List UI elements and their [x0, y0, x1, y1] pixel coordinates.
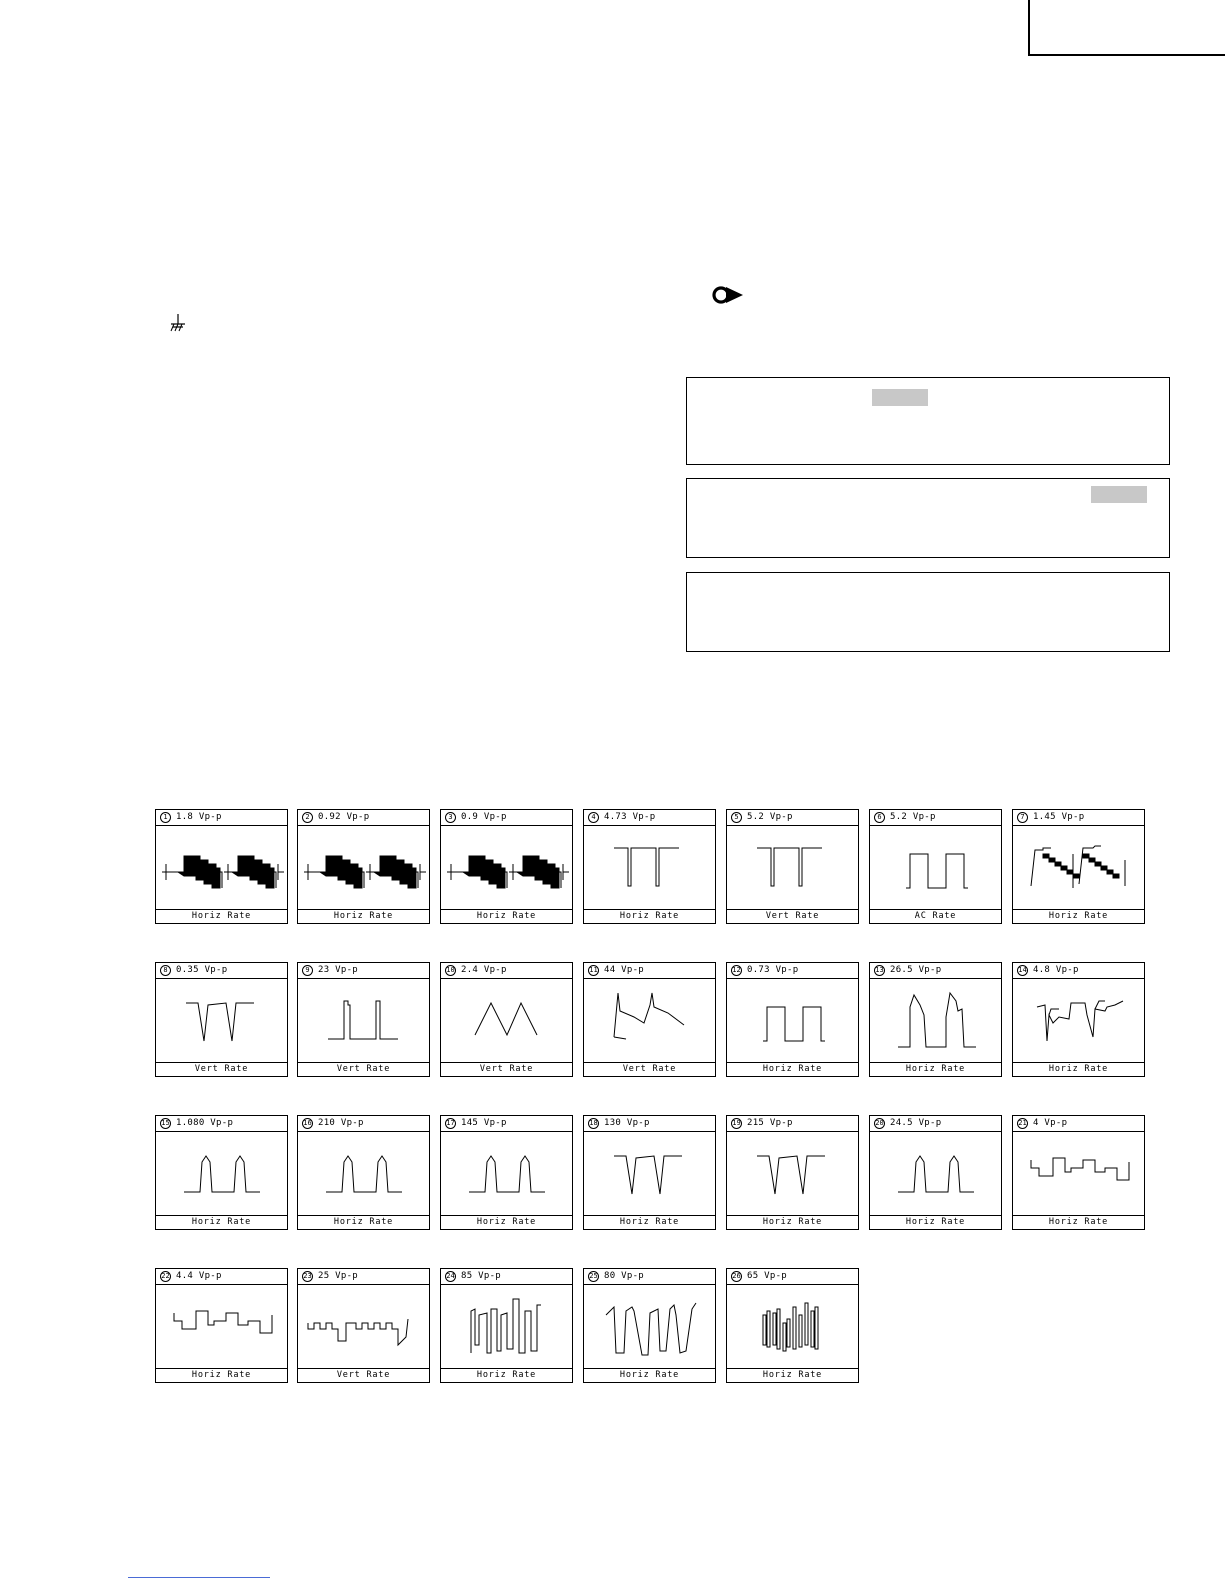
waveform-trace-segment [1095, 862, 1101, 866]
waveform-panel-12 [726, 962, 859, 1077]
waveform-number: 3 [445, 812, 456, 823]
waveform-header [584, 810, 715, 826]
waveform-header [298, 810, 429, 826]
waveform-amplitude: 145 Vp-p [461, 1118, 507, 1128]
waveform-trace-square [870, 826, 1001, 909]
waveform-amplitude: 1.8 Vp-p [176, 812, 222, 822]
waveform-trace-segment [763, 1007, 825, 1041]
waveform-panel-20 [869, 1115, 1002, 1230]
note-highlight [872, 389, 928, 406]
waveform-panel-14 [1012, 962, 1145, 1077]
waveform-trace-positive-peak [870, 1132, 1001, 1215]
waveform-panel-4 [583, 809, 716, 924]
waveform-trace-segment [471, 1299, 541, 1353]
waveform-panel-23 [297, 1268, 430, 1383]
waveform-panel-3 [440, 809, 573, 924]
waveform-trace-dense-bars [441, 1285, 572, 1368]
waveform-trace-stair-ramp [1013, 826, 1144, 909]
waveform-trace-staircase-burst [298, 826, 429, 909]
waveform-trace-segment [898, 1156, 974, 1192]
page-corner-box [1028, 0, 1225, 56]
ground-symbol-icon [168, 314, 188, 334]
waveform-number: 20 [875, 1118, 884, 1127]
waveform-trace-segment [1101, 866, 1107, 870]
waveform-trace-segment [463, 856, 505, 888]
waveform-rate: Horiz Rate [727, 1062, 858, 1076]
waveform-panel-13 [869, 962, 1002, 1077]
probe-pointer-icon [712, 284, 748, 306]
waveform-trace-segment [1049, 1009, 1059, 1015]
waveform-number: 26 [732, 1271, 741, 1280]
waveform-amplitude: 1.45 Vp-p [1033, 812, 1085, 822]
waveform-number: 15 [161, 1118, 170, 1127]
waveform-number: 4 [588, 812, 599, 823]
waveform-trace-staircase-burst [156, 826, 287, 909]
waveform-number: 13 [875, 965, 884, 974]
waveform-number: 10 [446, 965, 455, 974]
waveform-rate: Vert Rate [298, 1368, 429, 1382]
waveform-rate: Horiz Rate [584, 909, 715, 923]
waveform-number: 18 [589, 1118, 598, 1127]
waveform-panel-18 [583, 1115, 716, 1230]
waveform-trace-segment [186, 1003, 254, 1041]
waveform-trace-positive-peak [441, 1132, 572, 1215]
waveform-amplitude: 0.9 Vp-p [461, 812, 507, 822]
waveform-trace-segment [1073, 874, 1079, 878]
waveform-amplitude: 85 Vp-p [461, 1271, 502, 1281]
waveform-trace-segment [1113, 874, 1119, 878]
waveform-trace-segment [374, 856, 416, 888]
waveform-amplitude: 0.73 Vp-p [747, 965, 799, 975]
waveform-trace-segment [1067, 870, 1073, 874]
waveform-amplitude: 4.8 Vp-p [1033, 965, 1079, 975]
waveform-trace-segment [517, 856, 559, 888]
waveform-rate: Horiz Rate [298, 909, 429, 923]
waveform-trace-segment [614, 1156, 682, 1194]
waveform-trace-segment [793, 1307, 796, 1349]
waveform-number: 8 [160, 965, 171, 976]
waveform-trace-segment [320, 856, 362, 888]
waveform-trace-segment [1055, 862, 1061, 866]
waveform-number: 6 [874, 812, 885, 823]
waveform-number: 17 [446, 1118, 455, 1127]
waveform-panel-1 [155, 809, 288, 924]
waveform-trace-noisy-spike [1013, 979, 1144, 1062]
waveform-rate: Horiz Rate [584, 1368, 715, 1382]
waveform-header [298, 1269, 429, 1285]
waveform-amplitude: 4 Vp-p [1033, 1118, 1068, 1128]
waveform-header [727, 963, 858, 979]
waveform-number: 14 [1018, 965, 1027, 974]
waveform-trace-sawtooth [584, 979, 715, 1062]
waveform-header [727, 1116, 858, 1132]
waveform-amplitude: 4.73 Vp-p [604, 812, 656, 822]
waveform-header [727, 1269, 858, 1285]
waveform-trace-bar-cluster [727, 1285, 858, 1368]
waveform-header [1013, 1116, 1144, 1132]
waveform-trace-segment [777, 1309, 780, 1349]
waveform-number: 22 [161, 1271, 170, 1280]
waveform-header [441, 1116, 572, 1132]
waveform-rate: Horiz Rate [870, 1062, 1001, 1076]
waveform-number: 5 [731, 812, 742, 823]
waveform-amplitude: 0.92 Vp-p [318, 812, 370, 822]
waveform-header [298, 963, 429, 979]
waveform-trace-segment [1061, 866, 1067, 870]
waveform-amplitude: 5.2 Vp-p [890, 812, 936, 822]
waveform-trace-staircase-burst [441, 826, 572, 909]
waveform-trace-segment [475, 1003, 537, 1035]
waveform-trace-segment [1089, 858, 1095, 862]
waveform-panel-25 [583, 1268, 716, 1383]
waveform-panel-22 [155, 1268, 288, 1383]
waveform-header [156, 1269, 287, 1285]
waveform-header [441, 810, 572, 826]
waveform-trace-segment [757, 1156, 825, 1194]
waveform-amplitude: 215 Vp-p [747, 1118, 793, 1128]
waveform-amplitude: 26.5 Vp-p [890, 965, 942, 975]
waveform-amplitude: 44 Vp-p [604, 965, 645, 975]
waveform-panel-10 [440, 962, 573, 1077]
waveform-trace-segment [787, 1319, 790, 1347]
waveform-trace-multi-step [156, 1285, 287, 1368]
waveform-rate: Horiz Rate [727, 1368, 858, 1382]
waveform-header [298, 1116, 429, 1132]
waveform-panel-24 [440, 1268, 573, 1383]
waveform-amplitude: 80 Vp-p [604, 1271, 645, 1281]
waveform-header [870, 1116, 1001, 1132]
waveform-panel-5 [726, 809, 859, 924]
waveform-header [156, 810, 287, 826]
waveform-trace-segment [757, 848, 822, 886]
waveform-trace-slant-pulses [584, 1285, 715, 1368]
waveform-panel-21 [1012, 1115, 1145, 1230]
waveform-trace-segment [174, 1311, 272, 1333]
waveform-trace-segment [232, 856, 274, 888]
waveform-header [584, 1116, 715, 1132]
waveform-trace-segment [326, 1156, 402, 1192]
note-box-2 [686, 478, 1170, 558]
waveform-header [441, 963, 572, 979]
waveform-trace-positive-peak [298, 1132, 429, 1215]
waveform-trace-multi-step [1013, 1132, 1144, 1215]
waveform-number: 1 [160, 812, 171, 823]
waveform-trace-segment [1043, 854, 1049, 858]
waveform-header [1013, 810, 1144, 826]
waveform-panel-19 [726, 1115, 859, 1230]
waveform-amplitude: 4.4 Vp-p [176, 1271, 222, 1281]
waveform-rate: Horiz Rate [441, 1215, 572, 1229]
waveform-header [870, 810, 1001, 826]
note-box-1 [686, 377, 1170, 465]
waveform-trace-segment [1037, 1001, 1123, 1041]
waveform-trace-segment [1095, 1001, 1105, 1009]
waveform-amplitude: 65 Vp-p [747, 1271, 788, 1281]
waveform-panel-16 [297, 1115, 430, 1230]
waveform-rate: Horiz Rate [441, 1368, 572, 1382]
waveform-panel-9 [297, 962, 430, 1077]
waveform-trace-segment [815, 1307, 818, 1349]
waveform-rate: Horiz Rate [156, 909, 287, 923]
waveform-trace-negative-spike [584, 1132, 715, 1215]
waveform-amplitude: 130 Vp-p [604, 1118, 650, 1128]
note-highlight [1091, 486, 1147, 503]
note-box-3 [686, 572, 1170, 652]
waveform-trace-segment [805, 1303, 808, 1345]
waveform-trace-segment [811, 1311, 814, 1347]
waveform-trace-segment [799, 1315, 802, 1347]
waveform-trace-segment [178, 856, 220, 888]
waveform-number: 19 [732, 1118, 741, 1127]
waveform-rate: Vert Rate [584, 1062, 715, 1076]
waveform-trace-segment [184, 1156, 260, 1192]
waveform-amplitude: 24.5 Vp-p [890, 1118, 942, 1128]
waveform-trace-negative-spike [727, 1132, 858, 1215]
waveform-rate: Vert Rate [441, 1062, 572, 1076]
waveform-trace-pulse-train [298, 1285, 429, 1368]
waveform-header [156, 963, 287, 979]
waveform-trace-segment [614, 848, 679, 886]
waveform-panel-17 [440, 1115, 573, 1230]
waveform-amplitude: 2.4 Vp-p [461, 965, 507, 975]
waveform-header [584, 1269, 715, 1285]
waveform-trace-positive-peak [156, 1132, 287, 1215]
waveform-number: 9 [302, 965, 313, 976]
waveform-trace-segment [763, 1315, 766, 1345]
waveform-trace-segment [1083, 854, 1089, 858]
waveform-rate: Horiz Rate [441, 909, 572, 923]
waveform-rate: Vert Rate [298, 1062, 429, 1076]
waveform-rate: Horiz Rate [1013, 909, 1144, 923]
waveform-amplitude: 23 Vp-p [318, 965, 359, 975]
waveform-rate: Horiz Rate [870, 1215, 1001, 1229]
waveform-header [441, 1269, 572, 1285]
waveform-rate: Horiz Rate [298, 1215, 429, 1229]
waveform-trace-square [727, 979, 858, 1062]
waveform-panel-7 [1012, 809, 1145, 924]
waveform-amplitude: 5.2 Vp-p [747, 812, 793, 822]
waveform-trace-flyback [870, 979, 1001, 1062]
waveform-amplitude: 25 Vp-p [318, 1271, 359, 1281]
waveform-header [156, 1116, 287, 1132]
waveform-number: 2 [302, 812, 313, 823]
waveform-trace-positive-pulse [298, 979, 429, 1062]
waveform-rate: Horiz Rate [156, 1368, 287, 1382]
waveform-trace-segment [606, 1303, 696, 1355]
waveform-rate: Horiz Rate [156, 1215, 287, 1229]
waveform-rate: Horiz Rate [1013, 1062, 1144, 1076]
waveform-header [584, 963, 715, 979]
waveform-panel-15 [155, 1115, 288, 1230]
waveform-panel-8 [155, 962, 288, 1077]
waveform-panel-2 [297, 809, 430, 924]
waveform-trace-segment [1031, 1158, 1129, 1180]
waveform-amplitude: 1.080 Vp-p [176, 1118, 234, 1128]
waveform-trace-segment [308, 1319, 408, 1345]
waveform-rate: Horiz Rate [584, 1215, 715, 1229]
waveform-trace-segment [469, 1156, 545, 1192]
waveform-number: 21 [1018, 1118, 1027, 1127]
waveform-header [870, 963, 1001, 979]
waveform-amplitude: 210 Vp-p [318, 1118, 364, 1128]
waveform-header [727, 810, 858, 826]
waveform-trace-segment [614, 1037, 626, 1039]
waveform-trace-segment [614, 993, 684, 1037]
waveform-trace-segment [783, 1323, 786, 1351]
waveform-trace-segment [328, 1001, 398, 1039]
waveform-trace-negative-pulse [727, 826, 858, 909]
waveform-panel-6 [869, 809, 1002, 924]
waveform-trace-negative-pulse [584, 826, 715, 909]
waveform-trace-segment [767, 1311, 770, 1347]
waveform-trace-triangle [441, 979, 572, 1062]
waveform-trace-segment [906, 854, 968, 888]
waveform-trace-segment [898, 993, 976, 1047]
waveform-trace-segment [1049, 858, 1055, 862]
waveform-amplitude: 0.35 Vp-p [176, 965, 228, 975]
waveform-panel-11 [583, 962, 716, 1077]
waveform-number: 25 [589, 1271, 598, 1280]
waveform-trace-segment [1107, 870, 1113, 874]
waveform-rate: AC Rate [870, 909, 1001, 923]
waveform-trace-segment [773, 1313, 776, 1345]
waveform-number: 12 [732, 965, 741, 974]
waveform-number: 24 [446, 1271, 455, 1280]
waveform-trace-negative-spike [156, 979, 287, 1062]
footer-link-underline [128, 1577, 270, 1578]
waveform-rate: Vert Rate [156, 1062, 287, 1076]
waveform-header [1013, 963, 1144, 979]
waveform-number: 11 [589, 965, 598, 974]
waveform-number: 23 [303, 1271, 312, 1280]
waveform-number: 7 [1017, 812, 1028, 823]
waveform-rate: Vert Rate [727, 909, 858, 923]
waveform-rate: Horiz Rate [1013, 1215, 1144, 1229]
waveform-rate: Horiz Rate [727, 1215, 858, 1229]
waveform-panel-26 [726, 1268, 859, 1383]
waveform-number: 16 [303, 1118, 312, 1127]
